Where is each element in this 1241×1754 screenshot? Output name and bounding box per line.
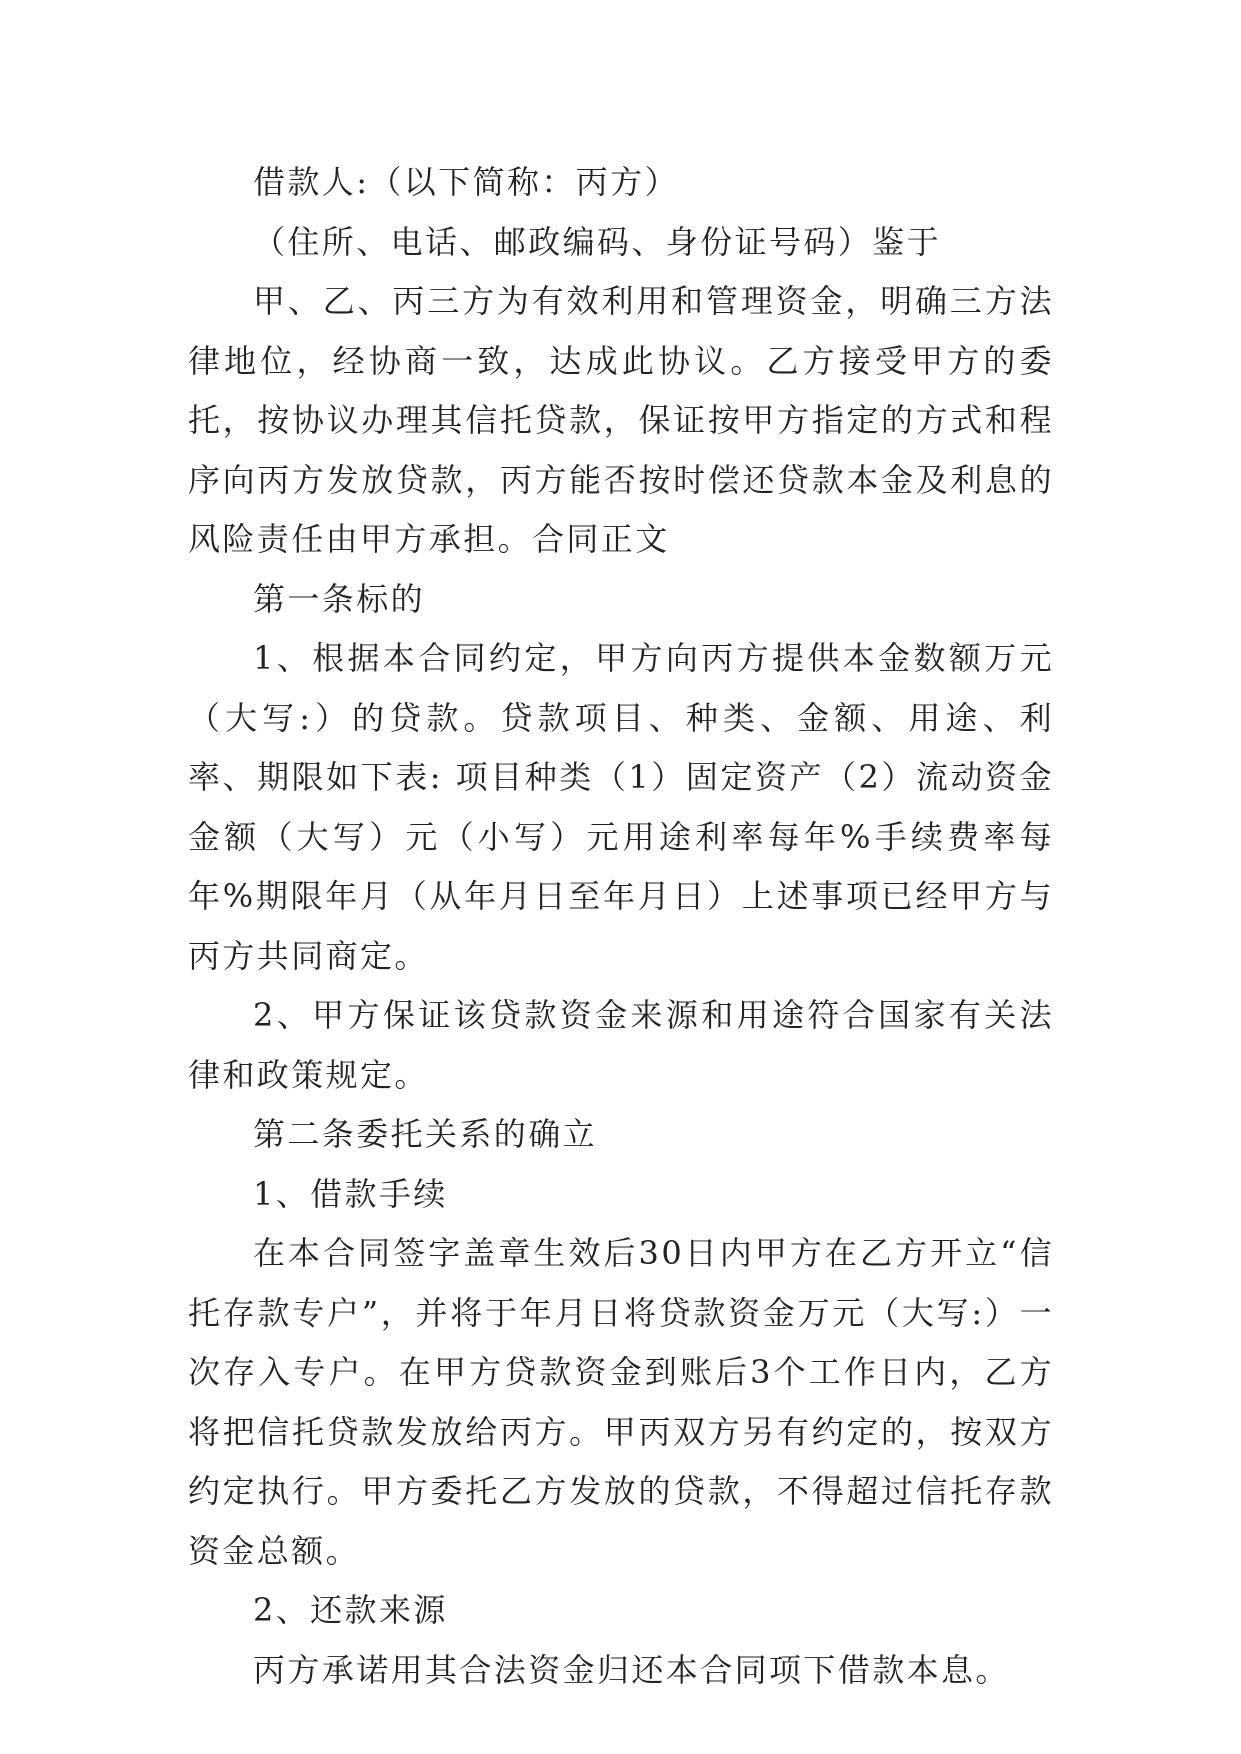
paragraph-article-1-item-1: 1、根据本合同约定，甲方向丙方提供本金数额万元（大写:）的贷款。贷款项目、种类、金额、用途、利率、期限如下表: 项目种类（1）固定资产（2）流动资金金额（大写）元（小写）元用途利率每年%手续费率每年%期限年月（从年月日至年月日）上述事项已经甲方与丙方共同商定。	[188, 639, 1054, 975]
subheading-loan-procedure: 1、借款手续	[253, 1174, 448, 1213]
paragraph-repayment-source: 丙方承诺用其合法资金归还本合同项下借款本息。	[253, 1650, 1010, 1689]
paragraph-preamble: 甲、乙、丙三方为有效利用和管理资金，明确三方法律地位，经协商一致，达成此协议。乙方接受甲方的委托，按协议办理其信托贷款，保证按甲方指定的方式和程序向丙方发放贷款，丙方能否按时偿还贷款本金及利息的风险责任由甲方承担。合同正文	[188, 282, 1054, 558]
paragraph-borrower-info: （住所、电话、邮政编码、身份证号码）鉴于	[253, 222, 942, 261]
paragraph-borrower: 借款人:（以下简称：丙方）	[253, 163, 679, 201]
heading-article-2: 第二条委托关系的确立	[253, 1115, 598, 1153]
document-body	[188, 153, 1054, 1700]
heading-article-1: 第一条标的	[253, 579, 426, 618]
paragraph-article-1-item-2: 2、甲方保证该贷款资金来源和用途符合国家有关法律和政策规定。	[188, 996, 1054, 1094]
subheading-repayment-source: 2、还款来源	[253, 1591, 448, 1629]
paragraph-loan-procedure: 在本合同签字盖章生效后30日内甲方在乙方开立“信托存款专户”，并将于年月日将贷款资金万元（大写:）一次存入专户。在甲方贷款资金到账后3个工作日内，乙方将把信托贷款发放给丙方。甲丙双方另有约定的，按双方约定执行。甲方委托乙方发放的贷款，不得超过信托存款资金总额。	[188, 1234, 1054, 1570]
